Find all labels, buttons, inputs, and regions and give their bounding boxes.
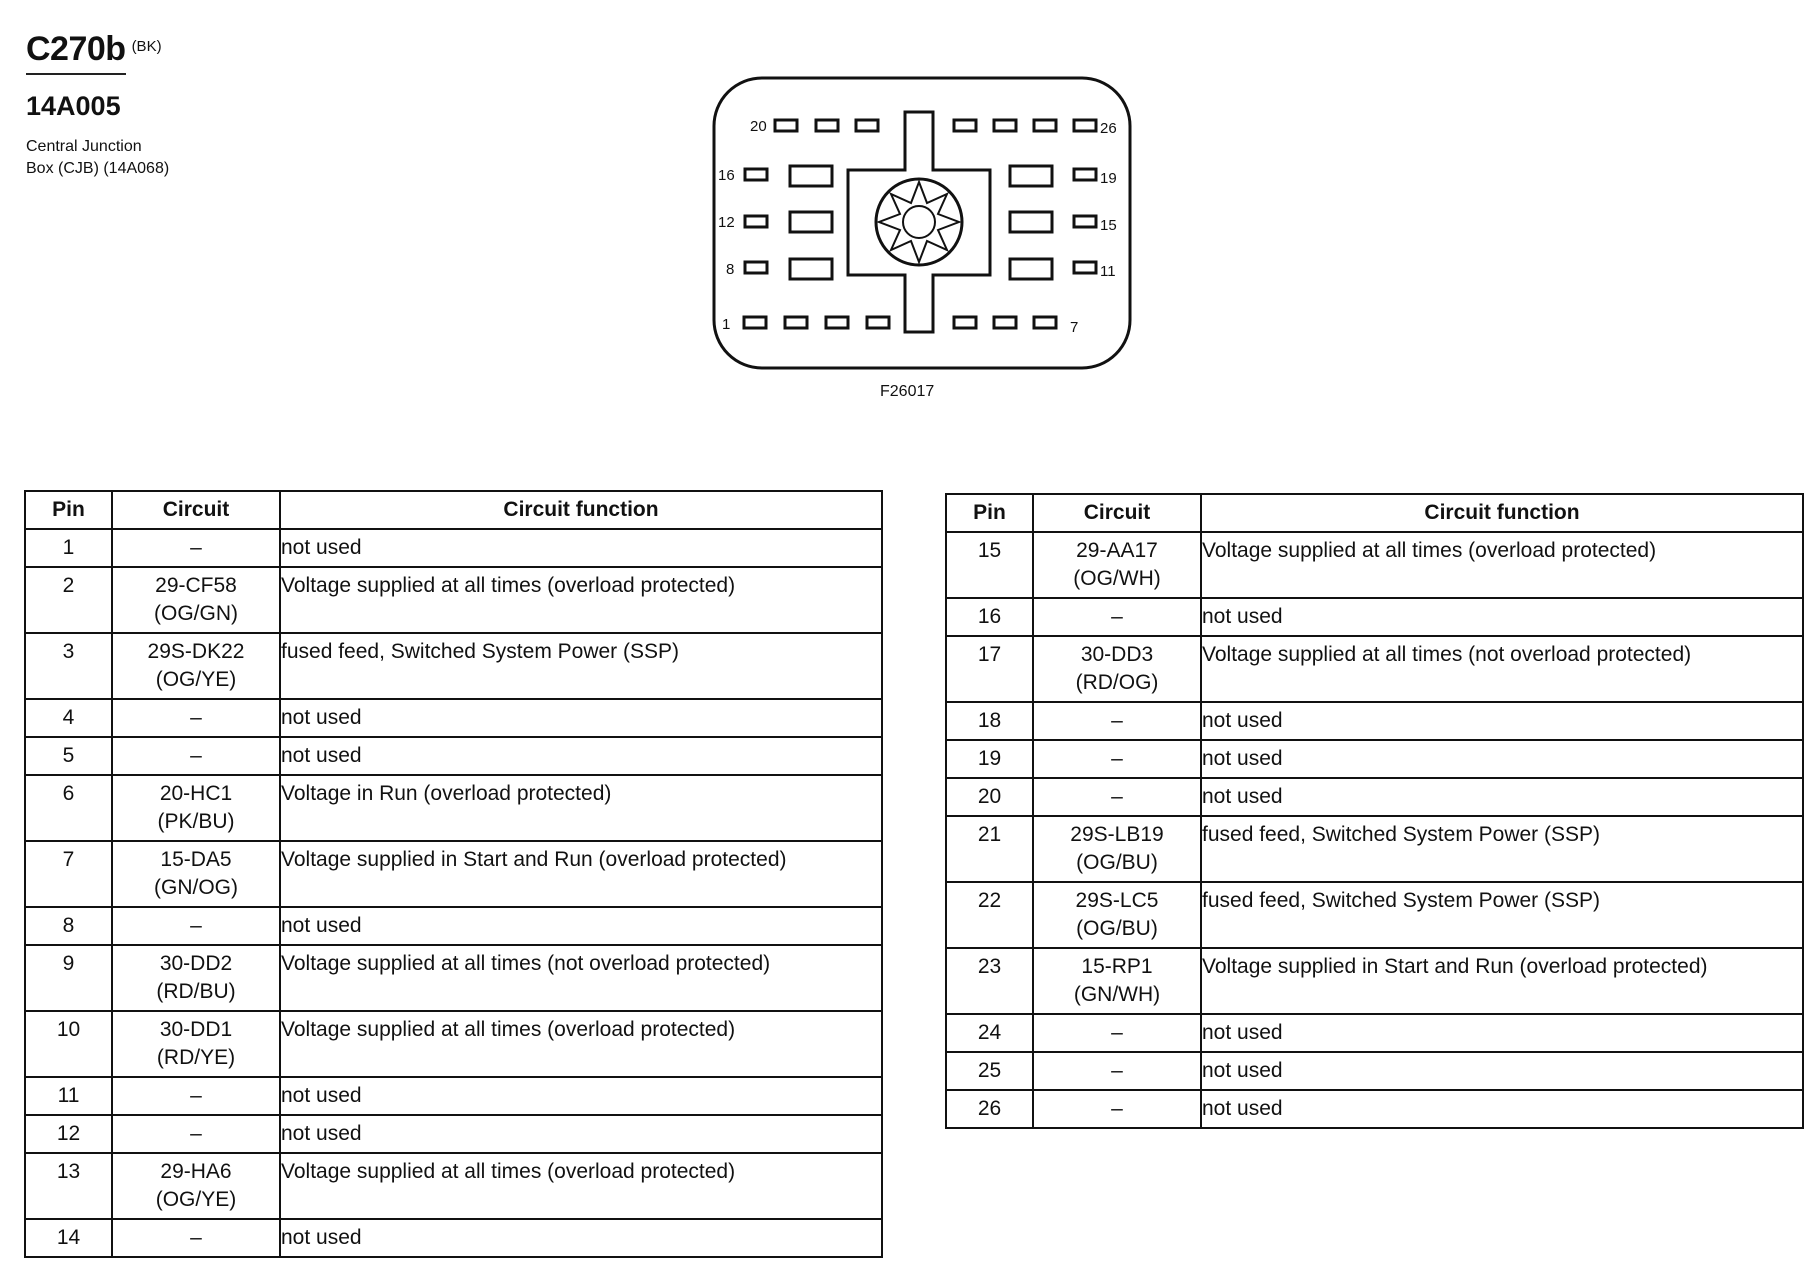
pin-number: 12: [25, 1115, 112, 1153]
circuit-cell: [1033, 1052, 1201, 1090]
circuit-function: Voltage supplied at all times (overload protected): [280, 1011, 882, 1077]
wire-color: (RD/OG): [1075, 671, 1159, 694]
pin-number: 14: [25, 1219, 112, 1257]
header-circuit: Circuit: [1033, 494, 1201, 532]
pin-label-15: 15: [1100, 217, 1117, 234]
circuit-cell: [1033, 1090, 1201, 1128]
terminal-24: [994, 120, 1016, 131]
circuit-cell: [112, 1011, 280, 1077]
connector-color: (BK): [131, 38, 162, 55]
center-key-star: [879, 182, 959, 262]
circuit-function: not used: [1201, 598, 1803, 636]
pin-number: 6: [25, 775, 112, 841]
pinout-table-right: [945, 493, 1804, 1129]
circuit-id: –: [1111, 1021, 1123, 1044]
connector-description: [26, 136, 169, 180]
center-key-outer: [876, 179, 962, 265]
circuit-cell: [112, 1219, 280, 1257]
title-underline: [26, 73, 126, 75]
terminal-3: [826, 317, 848, 328]
pin-number: 10: [25, 1011, 112, 1077]
circuit-function: Voltage supplied at all times (not overload protected): [280, 945, 882, 1011]
circuit-id: –: [190, 1084, 202, 1107]
terminal-2: [785, 317, 807, 328]
table-row: [946, 1014, 1803, 1052]
circuit-function: fused feed, Switched System Power (SSP): [1201, 882, 1803, 948]
wire-color: (PK/BU): [157, 810, 235, 833]
circuit-id: –: [190, 744, 202, 767]
terminal-19: [1074, 169, 1096, 180]
header-pin: Pin: [25, 491, 112, 529]
circuit-function: Voltage supplied at all times (not overload protected): [1201, 636, 1803, 702]
terminal-10: [1010, 259, 1052, 279]
wire-color: (OG/WH): [1073, 567, 1161, 590]
circuit-function: Voltage supplied in Start and Run (overload protected): [280, 841, 882, 907]
pinout-rows-right: [946, 532, 1803, 1128]
pinout-rows-left: [25, 529, 882, 1257]
terminal-12: [745, 216, 767, 227]
connector-id: C270b: [26, 30, 126, 68]
pin-number: 5: [25, 737, 112, 775]
pin-number: 1: [25, 529, 112, 567]
table-row: [946, 598, 1803, 636]
circuit-cell: [1033, 816, 1201, 882]
circuit-function: not used: [280, 737, 882, 775]
pin-number: 11: [25, 1077, 112, 1115]
pin-label-12: 12: [718, 214, 735, 231]
circuit-id: –: [1111, 1059, 1123, 1082]
table-row: [25, 699, 882, 737]
header-circuit: Circuit: [112, 491, 280, 529]
table-header-row: [25, 491, 882, 529]
circuit-cell: [112, 737, 280, 775]
circuit-id: 29S-LB19: [1070, 823, 1164, 846]
circuit-function: not used: [280, 907, 882, 945]
circuit-id: –: [1111, 747, 1123, 770]
circuit-id: 30-DD2: [159, 952, 233, 975]
circuit-function: Voltage in Run (overload protected): [280, 775, 882, 841]
terminal-18: [1010, 166, 1052, 186]
circuit-id: –: [1111, 1097, 1123, 1120]
terminal-5: [954, 317, 976, 328]
circuit-cell: [1033, 948, 1201, 1014]
table-row: [946, 948, 1803, 1014]
header-circuit-function: Circuit function: [280, 491, 882, 529]
circuit-id: 20-HC1: [159, 782, 233, 805]
circuit-id: –: [1111, 709, 1123, 732]
pin-number: 15: [946, 532, 1033, 598]
circuit-cell: [112, 945, 280, 1011]
circuit-function: not used: [1201, 740, 1803, 778]
pin-number: 25: [946, 1052, 1033, 1090]
circuit-function: not used: [1201, 1052, 1803, 1090]
pin-number: 19: [946, 740, 1033, 778]
pin-number: 24: [946, 1014, 1033, 1052]
table-row: [946, 882, 1803, 948]
wire-color: (OG/GN): [154, 602, 238, 625]
circuit-function: not used: [1201, 702, 1803, 740]
center-keyway: [848, 112, 990, 332]
circuit-function: not used: [1201, 1014, 1803, 1052]
pin-label-20: 20: [750, 118, 767, 135]
circuit-function: Voltage supplied at all times (overload protected): [1201, 532, 1803, 598]
terminal-21: [816, 120, 838, 131]
table-row: [25, 1115, 882, 1153]
terminal-13: [790, 212, 832, 232]
pin-label-11: 11: [1100, 263, 1116, 280]
connector-title: [26, 30, 169, 69]
table-row: [946, 636, 1803, 702]
wire-color: (RD/BU): [156, 980, 236, 1003]
terminal-22: [856, 120, 878, 131]
circuit-id: –: [1111, 605, 1123, 628]
circuit-cell: [1033, 882, 1201, 948]
circuit-function: not used: [280, 529, 882, 567]
circuit-cell: [112, 841, 280, 907]
terminal-16: [745, 169, 767, 180]
circuit-cell: [1033, 702, 1201, 740]
pin-label-1: 1: [722, 316, 731, 333]
center-key-inner: [903, 206, 935, 238]
connector-face-diagram: [700, 70, 1140, 410]
pin-number: 16: [946, 598, 1033, 636]
terminal-8: [745, 262, 767, 273]
connector-header: [26, 30, 169, 180]
circuit-id: 30-DD1: [159, 1018, 233, 1041]
pin-label-8: 8: [726, 261, 735, 278]
table-row: [946, 816, 1803, 882]
circuit-cell: [112, 1115, 280, 1153]
circuit-id: 29-AA17: [1076, 539, 1158, 562]
circuit-cell: [112, 633, 280, 699]
circuit-id: 30-DD3: [1080, 643, 1154, 666]
terminal-25: [1034, 120, 1056, 131]
table-row: [946, 702, 1803, 740]
terminal-20: [775, 120, 797, 131]
table-row: [25, 907, 882, 945]
wire-color: (OG/YE): [155, 668, 237, 691]
table-row: [946, 532, 1803, 598]
circuit-id: –: [1111, 785, 1123, 808]
circuit-id: 29-CF58: [155, 574, 237, 597]
circuit-cell: [1033, 532, 1201, 598]
pin-number: 21: [946, 816, 1033, 882]
circuit-id: 15-DA5: [160, 848, 232, 871]
pin-number: 4: [25, 699, 112, 737]
pin-number: 20: [946, 778, 1033, 816]
circuit-id: –: [190, 1226, 202, 1249]
table-row: [25, 737, 882, 775]
pin-label-7: 7: [1070, 319, 1079, 336]
terminal-14: [1010, 212, 1052, 232]
pinout-table-left: [24, 490, 883, 1258]
circuit-id: –: [190, 706, 202, 729]
pin-number: 7: [25, 841, 112, 907]
pin-number: 23: [946, 948, 1033, 1014]
pin-number: 13: [25, 1153, 112, 1219]
part-number: 14A005: [26, 91, 121, 121]
pin-number: 18: [946, 702, 1033, 740]
circuit-cell: [1033, 740, 1201, 778]
circuit-cell: [112, 699, 280, 737]
pin-number: 22: [946, 882, 1033, 948]
circuit-id: 29-HA6: [160, 1160, 232, 1183]
table-header-row: [946, 494, 1803, 532]
circuit-function: Voltage supplied at all times (overload protected): [280, 1153, 882, 1219]
terminal-6: [994, 317, 1016, 328]
table-row: [25, 567, 882, 633]
terminal-9: [790, 259, 832, 279]
circuit-cell: [112, 567, 280, 633]
wire-color: (OG/BU): [1076, 917, 1158, 940]
terminal-11: [1074, 262, 1096, 273]
terminal-1: [744, 317, 766, 328]
circuit-function: Voltage supplied at all times (overload protected): [280, 567, 882, 633]
circuit-cell: [112, 1153, 280, 1219]
circuit-id: –: [190, 914, 202, 937]
circuit-cell: [1033, 598, 1201, 636]
circuit-function: fused feed, Switched System Power (SSP): [1201, 816, 1803, 882]
circuit-id: 29S-LC5: [1075, 889, 1159, 912]
pin-label-26: 26: [1100, 120, 1117, 137]
terminal-17: [790, 166, 832, 186]
table-row: [946, 1090, 1803, 1128]
wire-color: (OG/BU): [1076, 851, 1158, 874]
pin-number: 9: [25, 945, 112, 1011]
terminal-26: [1074, 120, 1096, 131]
header-circuit-function: Circuit function: [1201, 494, 1803, 532]
pin-label-19: 19: [1100, 170, 1117, 187]
wire-color: (GN/OG): [154, 876, 238, 899]
pin-number: 8: [25, 907, 112, 945]
table-row: [25, 1153, 882, 1219]
circuit-function: fused feed, Switched System Power (SSP): [280, 633, 882, 699]
circuit-cell: [112, 529, 280, 567]
circuit-cell: [112, 775, 280, 841]
pin-number: 26: [946, 1090, 1033, 1128]
pin-number: 2: [25, 567, 112, 633]
circuit-id: –: [190, 536, 202, 559]
circuit-function: not used: [280, 1219, 882, 1257]
table-row: [25, 775, 882, 841]
circuit-function: not used: [280, 699, 882, 737]
pin-number: 17: [946, 636, 1033, 702]
terminal-7: [1034, 317, 1056, 328]
circuit-cell: [1033, 778, 1201, 816]
table-row: [946, 740, 1803, 778]
circuit-function: not used: [1201, 778, 1803, 816]
circuit-cell: [1033, 1014, 1201, 1052]
wire-color: (RD/YE): [156, 1046, 236, 1069]
terminal-23: [954, 120, 976, 131]
table-row: [25, 841, 882, 907]
table-row: [25, 1077, 882, 1115]
terminal-15: [1074, 216, 1096, 227]
table-row: [25, 633, 882, 699]
circuit-id: 29S-DK22: [147, 640, 245, 663]
description-line-1: Central Junction: [26, 138, 142, 155]
circuit-function: Voltage supplied in Start and Run (overload protected): [1201, 948, 1803, 1014]
pin-number: 3: [25, 633, 112, 699]
circuit-cell: [1033, 636, 1201, 702]
wire-color: (OG/YE): [155, 1188, 237, 1211]
circuit-cell: [112, 1077, 280, 1115]
pin-label-16: 16: [718, 167, 735, 184]
figure-id: F26017: [880, 383, 935, 400]
circuit-id: –: [190, 1122, 202, 1145]
circuit-function: not used: [280, 1077, 882, 1115]
table-row: [25, 529, 882, 567]
terminal-4: [867, 317, 889, 328]
wire-color: (GN/WH): [1073, 983, 1161, 1006]
circuit-function: not used: [1201, 1090, 1803, 1128]
table-row: [25, 1011, 882, 1077]
table-row: [946, 1052, 1803, 1090]
table-row: [25, 1219, 882, 1257]
circuit-id: 15-RP1: [1081, 955, 1153, 978]
header-pin: Pin: [946, 494, 1033, 532]
description-line-2: Box (CJB) (14A068): [26, 160, 170, 177]
table-row: [946, 778, 1803, 816]
circuit-cell: [112, 907, 280, 945]
circuit-function: not used: [280, 1115, 882, 1153]
table-row: [25, 945, 882, 1011]
